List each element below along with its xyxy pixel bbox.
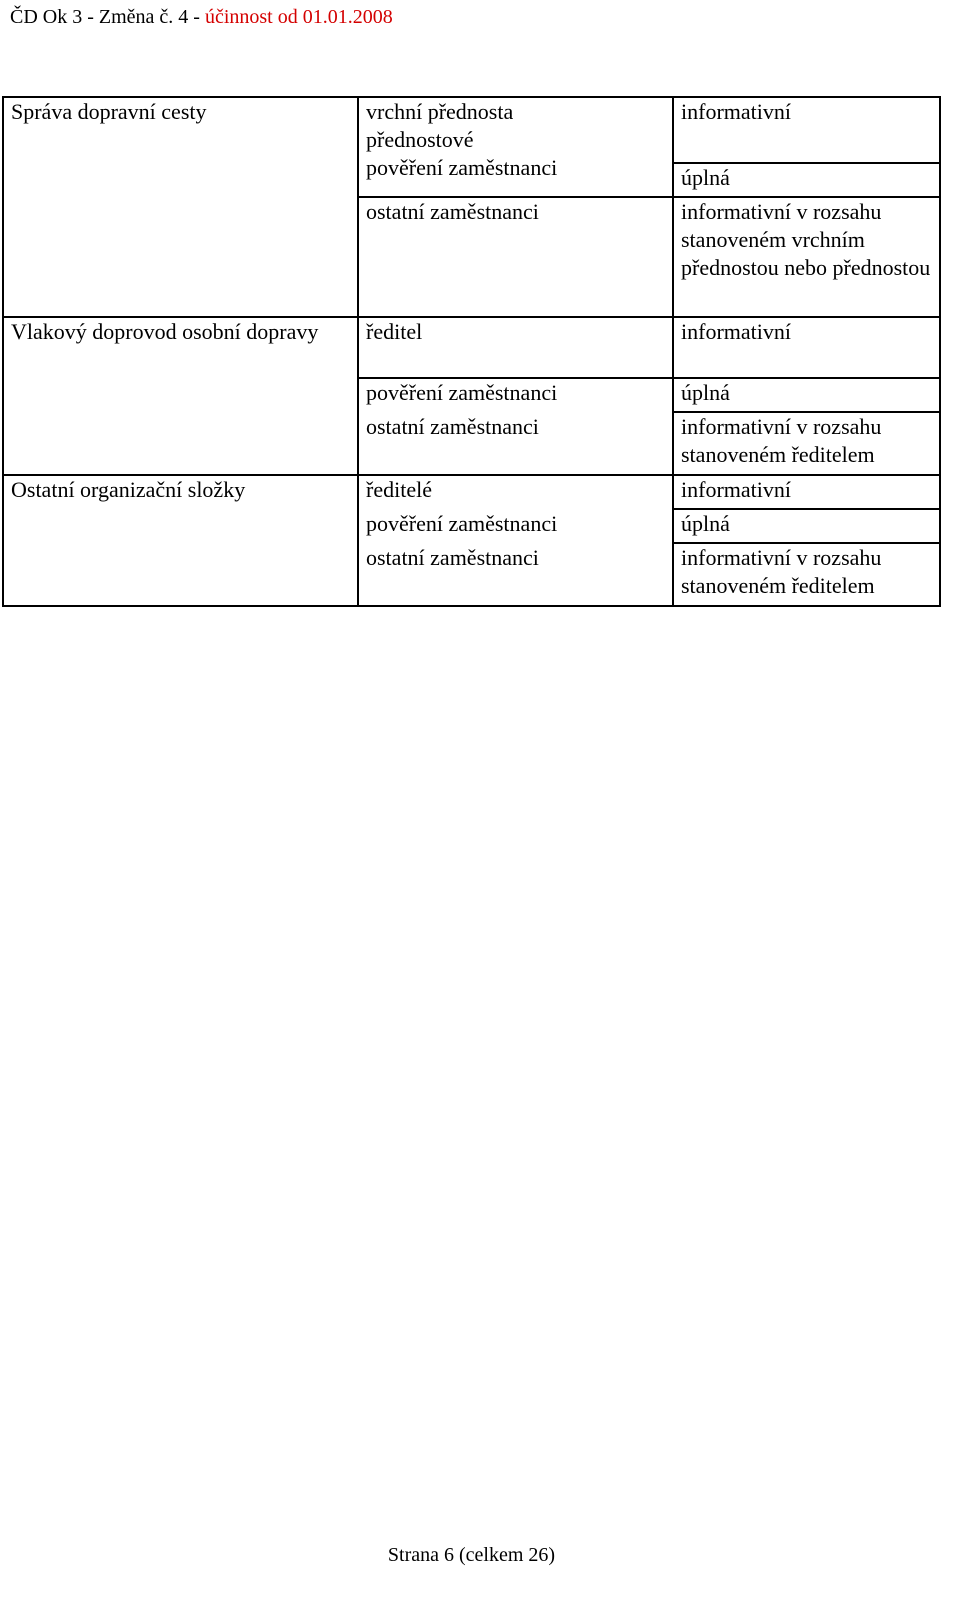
role-cell xyxy=(358,475,673,606)
access-cell: informativní xyxy=(673,475,940,509)
role-text: pověření zaměstnanci xyxy=(366,511,558,536)
access-cell: informativní v rozsahu stanoveném ředitelem xyxy=(673,543,940,606)
access-cell: úplná xyxy=(673,378,940,412)
role-text: ostatní zaměstnanci xyxy=(366,414,539,439)
access-cell: informativní xyxy=(673,317,940,378)
unit-cell: Vlakový doprovod osobní dopravy xyxy=(3,317,358,475)
table-row xyxy=(3,475,940,509)
unit-cell: Ostatní organizační složky xyxy=(3,475,358,606)
role-text: vrchní přednosta přednostové xyxy=(366,99,514,152)
role-text: pověření zaměstnanci xyxy=(366,380,558,405)
role-cell: ostatní zaměstnanci xyxy=(358,197,673,317)
table-row xyxy=(3,317,940,378)
header-effective-date: účinnost od 01.01.2008 xyxy=(204,6,393,28)
role-text: pověření zaměstnanci xyxy=(366,155,558,180)
unit-cell: Správa dopravní cesty xyxy=(3,97,358,317)
role-text: ostatní zaměstnanci xyxy=(366,545,539,570)
access-cell: informativní xyxy=(673,97,940,163)
role-cell xyxy=(358,97,673,197)
role-cell xyxy=(358,378,673,475)
access-rights-table xyxy=(2,96,941,607)
table-row xyxy=(3,97,940,163)
access-cell: úplná xyxy=(673,509,940,543)
access-cell: informativní v rozsahu stanoveném vrchním přednostou nebo přednostou xyxy=(673,197,940,317)
role-text: ředitelé xyxy=(366,477,432,502)
page-header xyxy=(10,5,393,29)
role-cell: ředitel xyxy=(358,317,673,378)
access-cell: úplná xyxy=(673,163,940,197)
access-cell: informativní v rozsahu stanoveném ředitelem xyxy=(673,412,940,475)
page-number: Strana 6 (celkem 26) xyxy=(387,1544,556,1566)
header-document-title: ČD Ok 3 - Změna č. 4 - xyxy=(10,6,205,28)
